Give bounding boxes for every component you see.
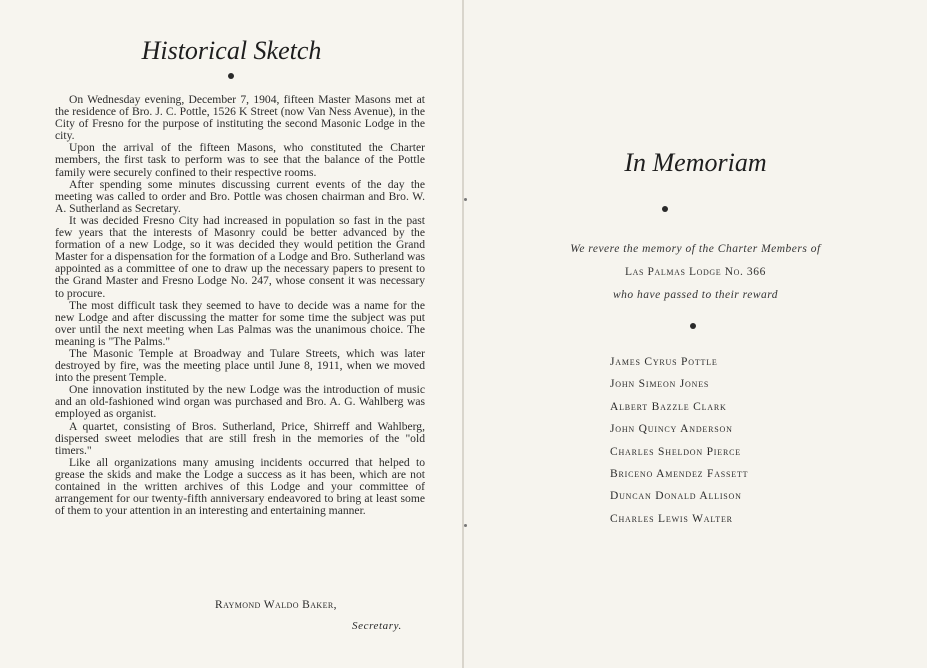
left-page: [0, 0, 463, 668]
list-item: Briceno Amendez Fassett: [610, 467, 749, 480]
charter-members-list: [610, 351, 748, 530]
paragraph: One innovation instituted by the new Lodge was the introduction of music and an old-fashioned wind organ was purchased and Bro. A. G. Wahlberg was employed as organist.: [55, 383, 425, 421]
paragraph: The most difficult task they seemed to have to decide was a name for the new Lodge and after discussing the matter for some time the subject was put over until the next meeting when Las Palmas was the unanimous choice. The meaning is "The Palms.": [55, 298, 425, 348]
list-item: John Simeon Jones: [610, 378, 710, 391]
staple-hole-icon: [464, 524, 467, 527]
paragraph: On Wednesday evening, December 7, 1904, fifteen Master Masons met at the residence of Bro. J. C. Pottle, 1526 K Street (now Van Ness Avenue), in the City of Fresno for the purpose of instituting the second Masonic Lodge in the city.: [55, 93, 425, 143]
lodge-name: Las Palmas Lodge No. 366: [624, 266, 766, 278]
dedication-line: who have passed to their reward: [612, 289, 779, 301]
staple-hole-icon: [464, 198, 467, 201]
list-item: Albert Bazzle Clark: [610, 400, 727, 413]
right-page: [464, 0, 927, 668]
list-item: Charles Sheldon Pierce: [610, 445, 741, 458]
paragraph: A quartet, consisting of Bros. Sutherland, Price, Shirreff and Wahlberg, dispersed sweet melodies that are still fresh in the memories of the "old timers.": [55, 419, 425, 457]
list-item: John Quincy Anderson: [610, 423, 733, 436]
historical-sketch-body: [55, 94, 425, 517]
ornament-bullet-icon: [228, 73, 234, 79]
ornament-bullet-icon: [662, 206, 668, 212]
list-item: James Cyrus Pottle: [610, 356, 718, 368]
signature-title: Secretary.: [352, 620, 402, 632]
list-item: Charles Lewis Walter: [610, 512, 733, 525]
paragraph: Upon the arrival of the fifteen Masons, who constituted the Charter members, the first task to perform was to see that the balance of the Pottle family were securely confined to their respective rooms.: [55, 141, 425, 179]
in-memoriam-title: In Memoriam: [624, 148, 767, 177]
paragraph: Like all organizations many amusing incidents occurred that helped to grease the skids and make the Lodge a success as it has been, which are not contained in the written archives of this Lodge and your committee of arrangement for our twenty-fifth anniversary endeavored to bring at least some of them to your attention in an interesting and entertaining manner.: [55, 455, 425, 518]
list-item: Duncan Donald Allison: [610, 490, 742, 503]
memorial-dedication: [464, 238, 927, 307]
paragraph: It was decided Fresno City had increased in population so fast in the past few years that the interests of Masonry could be better advanced by the formation of a new Lodge, so it was decided they would petition the Grand Master for a dispensation for the formation of a Lodge and Bro. Sutherland was appointed as a committee of one to draw up the necessary papers to present to the Grand Master and Fresno Lodge No. 247, whose consent it was necessary to procure.: [55, 213, 425, 300]
dedication-line: We revere the memory of the Charter Members of: [570, 243, 821, 255]
ornament-bullet-icon: [690, 323, 696, 329]
paragraph: The Masonic Temple at Broadway and Tulare Streets, which was later destroyed by fire, was the meeting place until June 8, 1911, when we moved into the present Temple.: [55, 346, 425, 385]
paragraph: After spending some minutes discussing current events of the day the meeting was called to order and Bro. Pottle was chosen chairman and Bro. W. A. Sutherland as Secretary.: [55, 177, 425, 215]
signature-name: Raymond Waldo Baker,: [215, 599, 337, 611]
historical-sketch-title: Historical Sketch: [141, 36, 322, 65]
